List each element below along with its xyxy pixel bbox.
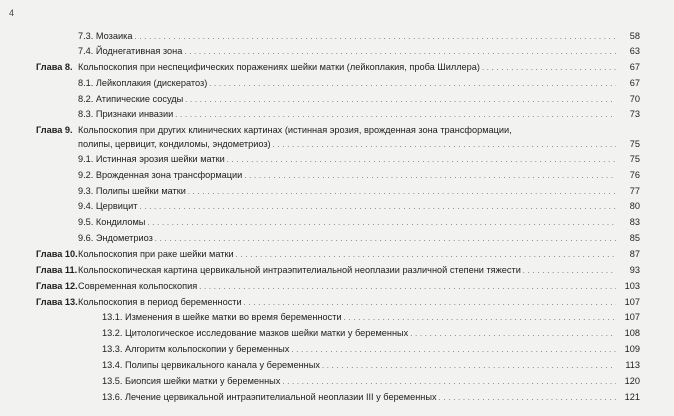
dot-leader [140, 201, 616, 213]
toc-entry-page: 75 [629, 154, 640, 164]
dot-leader [188, 186, 616, 198]
toc-entry-page: 76 [629, 170, 640, 180]
dot-leader [209, 78, 616, 90]
toc-entry-page: 67 [629, 78, 640, 88]
toc-entry-title: 13.1. Изменения в шейке матки во время беременности [102, 312, 342, 322]
toc-entry-title: 8.2. Атипические сосуды [78, 94, 184, 104]
toc-entry-page: 85 [629, 233, 640, 243]
dot-leader [482, 62, 616, 74]
toc-entry-page: 107 [624, 297, 640, 307]
toc-entry-title: 13.2. Цитологическое исследование мазков шейки матки у беременных [102, 328, 409, 338]
toc-entry-title: 7.4. Йоднегативная зона [78, 46, 183, 56]
toc-entry-title: 9.3. Полипы шейки матки [78, 186, 186, 196]
toc-entry-page: 63 [629, 46, 640, 56]
dot-leader [236, 249, 616, 261]
toc-entry-title: 13.5. Биопсия шейки матки у беременных [102, 376, 281, 386]
toc-entry-title: Кольпоскопия при раке шейки матки [78, 249, 234, 259]
toc-chapter-label: Глава 9. [36, 125, 73, 135]
toc-entry-page: 93 [629, 265, 640, 275]
toc-entry-page: 120 [624, 376, 640, 386]
toc-entry-page: 121 [624, 392, 640, 402]
toc-entry-title: Кольпоскопия в период беременности [78, 297, 242, 307]
toc-entry-title: 7.3. Мозаика [78, 31, 133, 41]
toc-entry-title: 9.4. Цервицит [78, 201, 138, 211]
toc-entry-title: 13.3. Алгоритм кольпоскопии у беременных [102, 344, 290, 354]
toc-entry-title: Кольпоскопия при других клинических картинах (истинная эрозия, врожденная зона трансформации, [78, 125, 512, 135]
dot-leader [199, 281, 616, 293]
dot-leader [410, 328, 616, 340]
toc-entry-title: 8.1. Лейкоплакия (дискератоз) [78, 78, 208, 88]
toc-entry-title: Кольпоскопия при неспецифических поражениях шейки матки (лейкоплакия, проба Шиллера) [78, 62, 480, 72]
toc-entry-page: 77 [629, 186, 640, 196]
toc-entry-page: 109 [624, 344, 640, 354]
toc-entry-title-continued: полипы, цервицит, кондиломы, эндометриоз) [78, 139, 271, 149]
dot-leader [227, 154, 616, 166]
toc-entry-title: Современная кольпоскопия [78, 281, 198, 291]
dot-leader [175, 109, 616, 121]
dot-leader [244, 297, 616, 309]
dot-leader [147, 217, 616, 229]
toc-entry-page: 113 [625, 360, 640, 370]
dot-leader [185, 94, 616, 106]
toc-entry-title: 13.6. Лечение цервикальной интраэпителиальной неоплазии III у беременных [102, 392, 437, 402]
toc-entry-page: 108 [624, 328, 640, 338]
dot-leader [523, 265, 616, 277]
toc-entry-title: 8.3. Признаки инвазии [78, 109, 174, 119]
dot-leader [155, 233, 616, 245]
dot-leader [134, 31, 616, 43]
toc-entry-title: 9.1. Истинная эрозия шейки матки [78, 154, 225, 164]
toc-entry-page: 87 [629, 249, 640, 259]
toc-entry-page: 83 [629, 217, 640, 227]
dot-leader [282, 376, 616, 388]
toc-chapter-label: Глава 12. [36, 281, 78, 291]
dot-leader [439, 392, 616, 404]
toc-entry-title: 9.2. Врожденная зона трансформации [78, 170, 243, 180]
toc-entry-page: 73 [629, 109, 640, 119]
toc-entry-page: 67 [629, 62, 640, 72]
toc-entry-title: 9.6. Эндометриоз [78, 233, 153, 243]
dot-leader [291, 344, 616, 356]
toc-entry-page: 80 [629, 201, 640, 211]
page-number: 4 [9, 8, 15, 18]
toc-entry-page: 75 [629, 139, 640, 149]
dot-leader [244, 170, 616, 182]
dot-leader [184, 46, 616, 58]
toc-entry-title: 13.4. Полипы цервикального канала у беременных [102, 360, 320, 370]
toc-entry-page: 70 [629, 94, 640, 104]
toc-entry-page: 107 [624, 312, 640, 322]
toc-entry-page: 58 [629, 31, 640, 41]
toc-chapter-label: Глава 8. [36, 62, 73, 72]
dot-leader [322, 360, 616, 372]
toc-entry-title: Кольпоскопическая картина цервикальной интраэпителиальной неоплазии различной степени тяжести [78, 265, 521, 275]
dot-leader [344, 312, 616, 324]
dot-leader [273, 139, 616, 151]
toc-entry-title: 9.5. Кондиломы [78, 217, 146, 227]
toc-chapter-label: Глава 13. [36, 297, 78, 307]
toc-entry-page: 103 [624, 281, 640, 291]
toc-chapter-label: Глава 11. [36, 265, 78, 275]
toc-chapter-label: Глава 10. [36, 249, 78, 259]
